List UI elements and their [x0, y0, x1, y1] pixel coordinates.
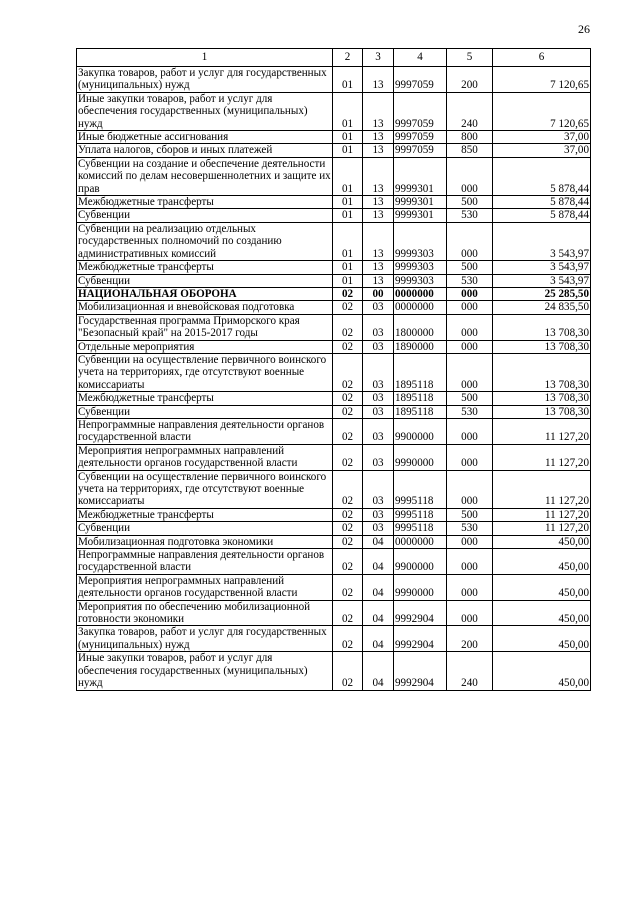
row-amount-cell: 13 708,30 [493, 353, 591, 391]
row-expense-type-cell: 850 [447, 144, 493, 157]
row-expense-type-cell: 500 [447, 196, 493, 209]
row-name-cell: Межбюджетные трансферты [77, 261, 333, 274]
row-subsection-cell: 03 [363, 392, 394, 405]
table-row [77, 131, 591, 144]
row-name-cell: Мобилизационная и вневойсковая подготовка [77, 301, 333, 314]
row-name-cell: Субвенции на осуществление первичного воинского учета на территориях, где отсутствуют военные комиссариаты [77, 470, 333, 508]
row-name-cell: Государственная программа Приморского края "Безопасный край" на 2015-2017 годы [77, 314, 333, 340]
table-row [77, 67, 591, 93]
row-section-cell: 01 [333, 209, 363, 222]
header-col-6: 6 [493, 49, 591, 67]
table-row [77, 549, 591, 575]
row-target-code-cell: 9990000 [394, 444, 447, 470]
row-target-code-cell: 9997059 [394, 144, 447, 157]
row-section-cell: 01 [333, 131, 363, 144]
row-subsection-cell: 03 [363, 405, 394, 418]
table-row [77, 157, 591, 195]
row-subsection-cell: 13 [363, 222, 394, 260]
row-amount-cell: 450,00 [493, 626, 591, 652]
row-name-cell: Закупка товаров, работ и услуг для государственных (муниципальных) нужд [77, 67, 333, 93]
row-name-cell: Субвенции [77, 209, 333, 222]
row-name-cell: Иные бюджетные ассигнования [77, 131, 333, 144]
row-section-cell: 02 [333, 340, 363, 353]
row-name-cell: Субвенции на создание и обеспечение деятельности комиссий по делам несовершеннолетних и защите их прав [78, 157, 331, 195]
table-row [77, 92, 591, 130]
row-subsection-cell: 00 [363, 287, 394, 300]
row-expense-type-cell: 000 [447, 444, 493, 470]
row-section-cell: 02 [333, 626, 363, 652]
table-row [77, 652, 591, 690]
header-col-1: 1 [77, 49, 333, 67]
table-row [77, 353, 591, 391]
row-amount-cell: 450,00 [493, 574, 591, 600]
row-target-code-cell: 9992904 [394, 652, 447, 690]
table-row [77, 508, 591, 521]
row-name-cell: Межбюджетные трансферты [77, 196, 333, 209]
row-subsection-cell: 13 [363, 209, 394, 222]
row-section-cell: 02 [333, 522, 363, 535]
row-target-code-cell: 9997059 [394, 67, 447, 93]
row-expense-type-cell: 000 [447, 418, 493, 444]
row-expense-type-cell: 200 [447, 626, 493, 652]
row-expense-type-cell: 530 [447, 209, 493, 222]
row-target-code-cell: 1895118 [394, 392, 447, 405]
row-section-cell: 02 [333, 353, 363, 391]
row-section-cell: 01 [333, 157, 363, 195]
row-name-cell: Субвенции [77, 274, 333, 287]
row-amount-cell: 11 127,20 [493, 522, 591, 535]
row-section-cell: 02 [333, 287, 363, 300]
row-amount-cell: 3 543,97 [493, 261, 591, 274]
table-row [77, 392, 591, 405]
budget-table [76, 48, 591, 691]
row-name-cell: Уплата налогов, сборов и иных платежей [77, 144, 333, 157]
row-target-code-cell: 0000000 [394, 535, 447, 548]
table-row [77, 222, 591, 260]
header-col-3: 3 [363, 49, 394, 67]
table-row [77, 574, 591, 600]
row-amount-cell: 3 543,97 [493, 274, 591, 287]
row-section-cell: 01 [333, 92, 363, 130]
table-row [77, 274, 591, 287]
row-amount-cell: 450,00 [493, 652, 591, 690]
row-expense-type-cell: 240 [447, 652, 493, 690]
row-expense-type-cell: 530 [447, 274, 493, 287]
row-target-code-cell: 9999303 [394, 222, 447, 260]
row-name-cell: Субвенции [77, 522, 333, 535]
row-subsection-cell: 03 [363, 340, 394, 353]
table-row [77, 405, 591, 418]
row-expense-type-cell: 530 [447, 405, 493, 418]
row-subsection-cell: 13 [363, 67, 394, 93]
row-name-cell: Мероприятия непрограммных направлений деятельности органов государственной власти [77, 574, 333, 600]
row-amount-cell: 450,00 [493, 600, 591, 626]
row-amount-cell: 11 127,20 [493, 444, 591, 470]
row-expense-type-cell: 530 [447, 522, 493, 535]
row-subsection-cell: 13 [363, 144, 394, 157]
row-amount-cell: 25 285,50 [493, 287, 591, 300]
row-expense-type-cell: 500 [447, 508, 493, 521]
table-header-row [77, 49, 591, 67]
row-name-cell: Непрограммные направления деятельности органов государственной власти [77, 418, 333, 444]
row-name-cell: Субвенции на осуществление первичного воинского учета на территориях, где отсутствуют военные комиссариаты [77, 353, 333, 391]
row-name-cell: Субвенции [77, 405, 333, 418]
table-row [77, 418, 591, 444]
row-target-code-cell: 9999301 [394, 157, 447, 195]
row-subsection-cell: 03 [363, 444, 394, 470]
row-subsection-cell: 04 [363, 626, 394, 652]
page-number: 26 [578, 22, 590, 36]
row-expense-type-cell: 800 [447, 131, 493, 144]
row-name-cell: Иные закупки товаров, работ и услуг для обеспечения государственных (муниципальных) нужд [77, 652, 333, 690]
row-target-code-cell: 1800000 [394, 314, 447, 340]
table-row [77, 626, 591, 652]
row-subsection-cell: 03 [363, 353, 394, 391]
row-expense-type-cell: 500 [447, 392, 493, 405]
row-expense-type-cell: 000 [447, 353, 493, 391]
table-row [77, 209, 591, 222]
row-target-code-cell: 9997059 [394, 131, 447, 144]
row-expense-type-cell: 200 [447, 67, 493, 93]
row-name-cell: Межбюджетные трансферты [77, 392, 333, 405]
row-name-cell: Мобилизационная подготовка экономики [77, 535, 333, 548]
row-subsection-cell: 04 [363, 549, 394, 575]
row-subsection-cell: 03 [363, 314, 394, 340]
table-row [77, 144, 591, 157]
row-section-cell: 02 [333, 549, 363, 575]
row-section-cell: 02 [333, 314, 363, 340]
row-name-cell: НАЦИОНАЛЬНАЯ ОБОРОНА [77, 287, 333, 300]
row-expense-type-cell: 000 [447, 470, 493, 508]
row-subsection-cell: 04 [363, 600, 394, 626]
row-target-code-cell: 9900000 [394, 549, 447, 575]
table-row [77, 444, 591, 470]
row-amount-cell: 13 708,30 [493, 392, 591, 405]
row-section-cell: 02 [333, 470, 363, 508]
row-subsection-cell: 03 [363, 301, 394, 314]
row-target-code-cell: 0000000 [394, 301, 447, 314]
row-name-cell: Мероприятия непрограммных направлений деятельности органов государственной власти [77, 444, 333, 470]
row-name-cell: Мероприятия по обеспечению мобилизационной готовности экономики [77, 600, 333, 626]
row-target-code-cell: 9999301 [394, 196, 447, 209]
row-amount-cell: 3 543,97 [493, 222, 591, 260]
row-expense-type-cell: 000 [447, 549, 493, 575]
row-target-code-cell: 1890000 [394, 340, 447, 353]
row-name-cell: Межбюджетные трансферты [77, 508, 333, 521]
row-target-code-cell: 9995118 [394, 508, 447, 521]
row-expense-type-cell: 000 [447, 222, 493, 260]
row-subsection-cell: 03 [363, 508, 394, 521]
row-expense-type-cell: 000 [447, 574, 493, 600]
header-col-2: 2 [333, 49, 363, 67]
row-section-cell: 02 [333, 444, 363, 470]
row-target-code-cell: 0000000 [394, 287, 447, 300]
row-target-code-cell: 9999303 [394, 274, 447, 287]
table-row [77, 470, 591, 508]
row-subsection-cell: 03 [363, 418, 394, 444]
row-target-code-cell: 9999303 [394, 261, 447, 274]
row-name-cell: Иные закупки товаров, работ и услуг для обеспечения государственных (муниципальных) нужд [77, 92, 333, 130]
row-name-cell: Непрограммные направления деятельности органов государственной власти [77, 549, 333, 575]
row-subsection-cell: 13 [363, 274, 394, 287]
row-section-cell: 01 [333, 144, 363, 157]
table-row [77, 261, 591, 274]
row-subsection-cell: 13 [363, 196, 394, 209]
row-target-code-cell: 9999301 [394, 209, 447, 222]
row-name-cell: Субвенции на реализацию отдельных государственных полномочий по созданию административных комиссий [77, 222, 333, 260]
row-amount-cell: 24 835,50 [493, 301, 591, 314]
row-section-cell: 02 [333, 508, 363, 521]
row-expense-type-cell: 000 [447, 301, 493, 314]
table-row [77, 287, 591, 300]
row-amount-cell: 450,00 [493, 549, 591, 575]
row-section-cell: 02 [333, 418, 363, 444]
table-row [77, 301, 591, 314]
row-subsection-cell: 13 [363, 92, 394, 130]
row-section-cell: 02 [333, 652, 363, 690]
row-section-cell: 02 [333, 535, 363, 548]
row-target-code-cell: 9995118 [394, 522, 447, 535]
row-subsection-cell: 13 [363, 261, 394, 274]
header-col-5: 5 [447, 49, 493, 67]
table-row [77, 340, 591, 353]
row-section-cell: 01 [333, 196, 363, 209]
row-target-code-cell: 9997059 [394, 92, 447, 130]
row-expense-type-cell: 000 [447, 287, 493, 300]
row-amount-cell: 11 127,20 [493, 508, 591, 521]
row-amount-cell: 5 878,44 [493, 209, 591, 222]
row-subsection-cell: 04 [363, 652, 394, 690]
table-row [77, 314, 591, 340]
row-name-cell: Закупка товаров, работ и услуг для государственных (муниципальных) нужд [77, 626, 333, 652]
row-target-code-cell: 9992904 [394, 626, 447, 652]
row-subsection-cell: 03 [363, 470, 394, 508]
row-target-code-cell: 9992904 [394, 600, 447, 626]
row-amount-cell: 7 120,65 [493, 67, 591, 93]
row-amount-cell: 450,00 [493, 535, 591, 548]
row-section-cell: 01 [333, 261, 363, 274]
row-target-code-cell: 1895118 [394, 353, 447, 391]
row-subsection-cell: 13 [363, 131, 394, 144]
row-amount-cell: 37,00 [493, 131, 591, 144]
row-subsection-cell: 04 [363, 535, 394, 548]
row-expense-type-cell: 240 [447, 92, 493, 130]
row-name-cell: Отдельные мероприятия [77, 340, 333, 353]
row-section-cell: 02 [333, 301, 363, 314]
row-section-cell: 01 [333, 222, 363, 260]
row-subsection-cell: 13 [363, 157, 394, 195]
row-amount-cell: 13 708,30 [493, 340, 591, 353]
row-expense-type-cell: 000 [447, 157, 493, 195]
row-subsection-cell: 04 [363, 574, 394, 600]
row-section-cell: 02 [333, 600, 363, 626]
row-section-cell: 01 [333, 67, 363, 93]
row-expense-type-cell: 500 [447, 261, 493, 274]
row-target-code-cell: 9990000 [394, 574, 447, 600]
row-target-code-cell: 9900000 [394, 418, 447, 444]
row-amount-cell: 11 127,20 [493, 470, 591, 508]
table-row [77, 522, 591, 535]
row-section-cell: 02 [333, 574, 363, 600]
row-amount-cell: 13 708,30 [493, 314, 591, 340]
row-expense-type-cell: 000 [447, 600, 493, 626]
row-amount-cell: 13 708,30 [493, 405, 591, 418]
row-amount-cell: 11 127,20 [493, 418, 591, 444]
table-row [77, 196, 591, 209]
row-amount-cell: 37,00 [493, 144, 591, 157]
row-subsection-cell: 03 [363, 522, 394, 535]
row-expense-type-cell: 000 [447, 535, 493, 548]
row-amount-cell: 7 120,65 [493, 92, 591, 130]
row-amount-cell: 5 878,44 [493, 157, 591, 195]
row-amount-cell: 5 878,44 [493, 196, 591, 209]
header-col-4: 4 [394, 49, 447, 67]
row-section-cell: 01 [333, 274, 363, 287]
row-section-cell: 02 [333, 392, 363, 405]
row-section-cell: 02 [333, 405, 363, 418]
row-target-code-cell: 9995118 [394, 470, 447, 508]
row-target-code-cell: 1895118 [394, 405, 447, 418]
table-row [77, 535, 591, 548]
row-expense-type-cell: 000 [447, 340, 493, 353]
row-expense-type-cell: 000 [447, 314, 493, 340]
table-row [77, 600, 591, 626]
